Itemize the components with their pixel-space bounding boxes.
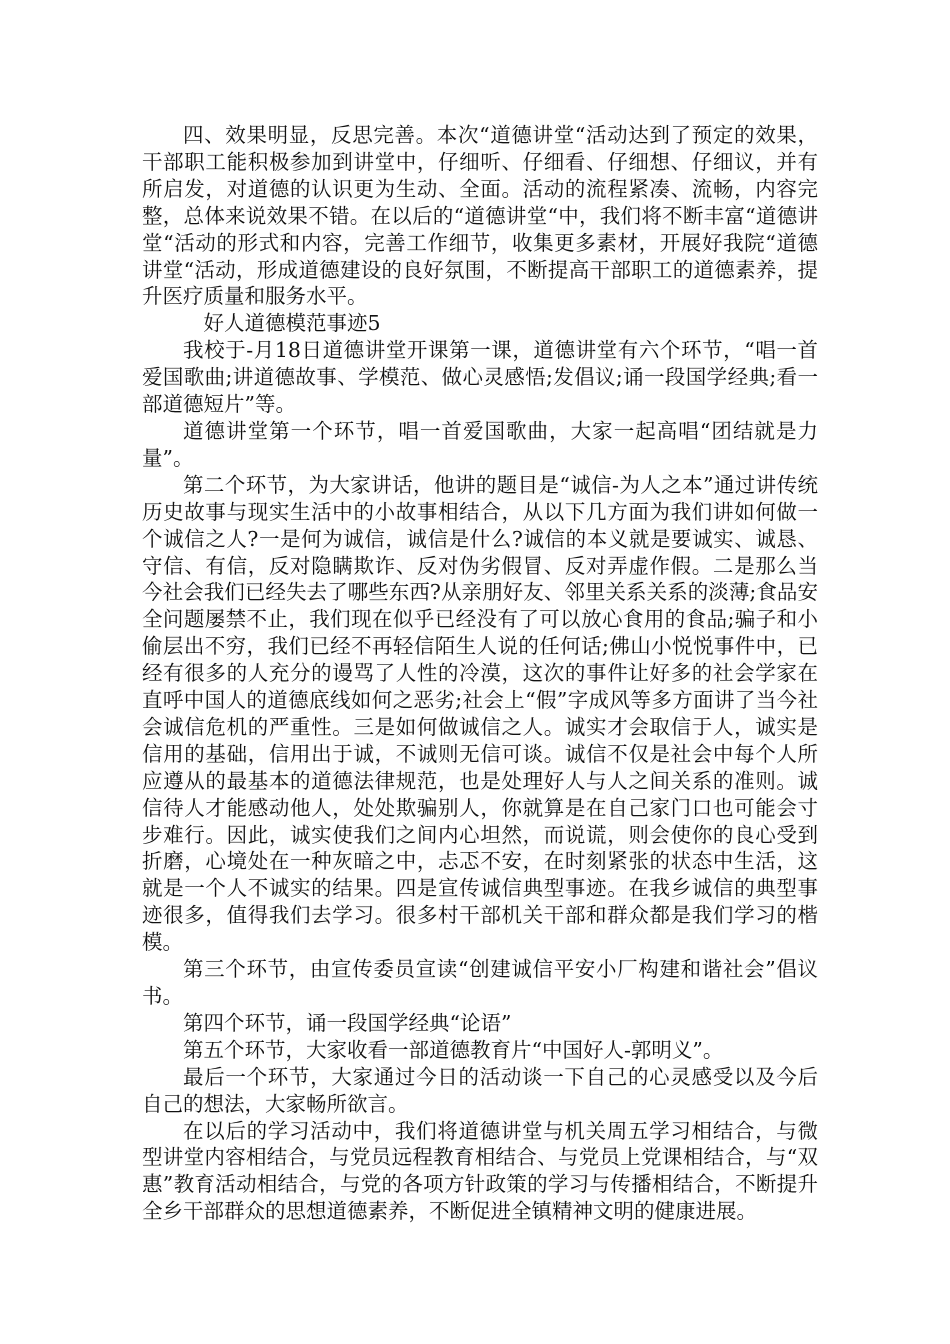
paragraph-step-two: 第二个环节，为大家讲话，他讲的题目是“诚信-为人之本”通过讲传统历史故事与现实生活中的小故事相结合，从以下几方面为我们讲如何做一个诚信之人?一是何为诚信，诚信是什么?诚信的本义就是要诚实、诚恳、守信、有信，反对隐瞒欺诈、反对伪劣假冒、反对弄虚作假。二是那么当今社会我们已经失去了哪些东西?从亲朋好友、邻里关系关系的淡薄;食品安全问题屡禁不止，我们现在似乎已经没有了可以放心食用的食品;骗子和小偷层出不穷，我们已经不再轻信陌生人说的任何话;佛山小悦悦事件中，已经有很多的人充分的谩骂了人性的冷漠，这次的事件让好多的社会学家在直呼中国人的道德底线如何之恶劣;社会上“假”字成风等多方面讲了当今社会诚信危机的严重性。三是如何做诚信之人。诚实才会取信于人，诚实是信用的基础，信用出于诚，不诚则无信可谈。诚信不仅是社会中每个人所应遵从的最基本的道德法律规范，也是处理好人与人之间关系的准则。诚信待人才能感动他人，处处欺骗别人，你就算是在自己家门口也可能会寸步难行。因此，诚实使我们之间内心坦然，而说谎，则会使你的良心受到折磨，心境处在一种灰暗之中，忐忑不安，在时刻紧张的状态中生活，这就是一个人不诚实的结果。四是宣传诚信典型事迹。在我乡诚信的典型事迹很多，值得我们去学习。很多村干部机关干部和群众都是我们学习的楷模。 <box>142 472 818 955</box>
paragraph-future-activities: 在以后的学习活动中，我们将道德讲堂与机关周五学习相结合，与微型讲堂内容相结合，与党员远程教育相结合、与党员上党课相结合，与“双惠”教育活动相结合，与党的各项方针政策的学习与传播相结合，不断提升全乡干部群众的思想道德素养，不断促进全镇精神文明的健康进展。 <box>142 1118 818 1224</box>
section-heading-moral-model-5: 好人道德模范事迹5 <box>203 311 381 336</box>
document-page <box>142 122 818 1225</box>
paragraph-final-step: 最后一个环节，大家通过今日的活动谈一下自己的心灵感受以及今后自己的想法，大家畅所欲言。 <box>142 1064 818 1116</box>
paragraph-results-reflection: 四、效果明显，反思完善。本次“道德讲堂“活动达到了预定的效果，干部职工能积极参加到讲堂中，仔细听、仔细看、仔细想、仔细议，并有所启发，对道德的认识更为生动、全面。活动的流程紧凑、流畅，内容完整，总体来说效果不错。在以后的“道德讲堂“中，我们将不断丰富“道德讲堂“活动的形式和内容，完善工作细节，收集更多素材，开展好我院“道德讲堂“活动，形成道德建设的良好氛围，不断提高干部职工的道德素养，提升医疗质量和服务水平。 <box>142 123 818 309</box>
paragraph-step-one: 道德讲堂第一个环节，唱一首爱国歌曲，大家一起高唱“团结就是力量”。 <box>142 418 818 470</box>
paragraph-first-lesson: 我校于-月18日道德讲堂开课第一课，道德讲堂有六个环节，“唱一首爱国歌曲;讲道德故事、学模范、做心灵感悟;发倡议;诵一段国学经典;看一部道德短片”等。 <box>142 338 818 417</box>
paragraph-step-four: 第四个环节，诵一段国学经典“论语” <box>183 1010 512 1035</box>
paragraph-step-five: 第五个环节，大家收看一部道德教育片“中国好人-郭明义”。 <box>183 1037 724 1062</box>
paragraph-step-three: 第三个环节，由宣传委员宣读“创建诚信平安小厂构建和谐社会”倡议书。 <box>142 957 818 1008</box>
